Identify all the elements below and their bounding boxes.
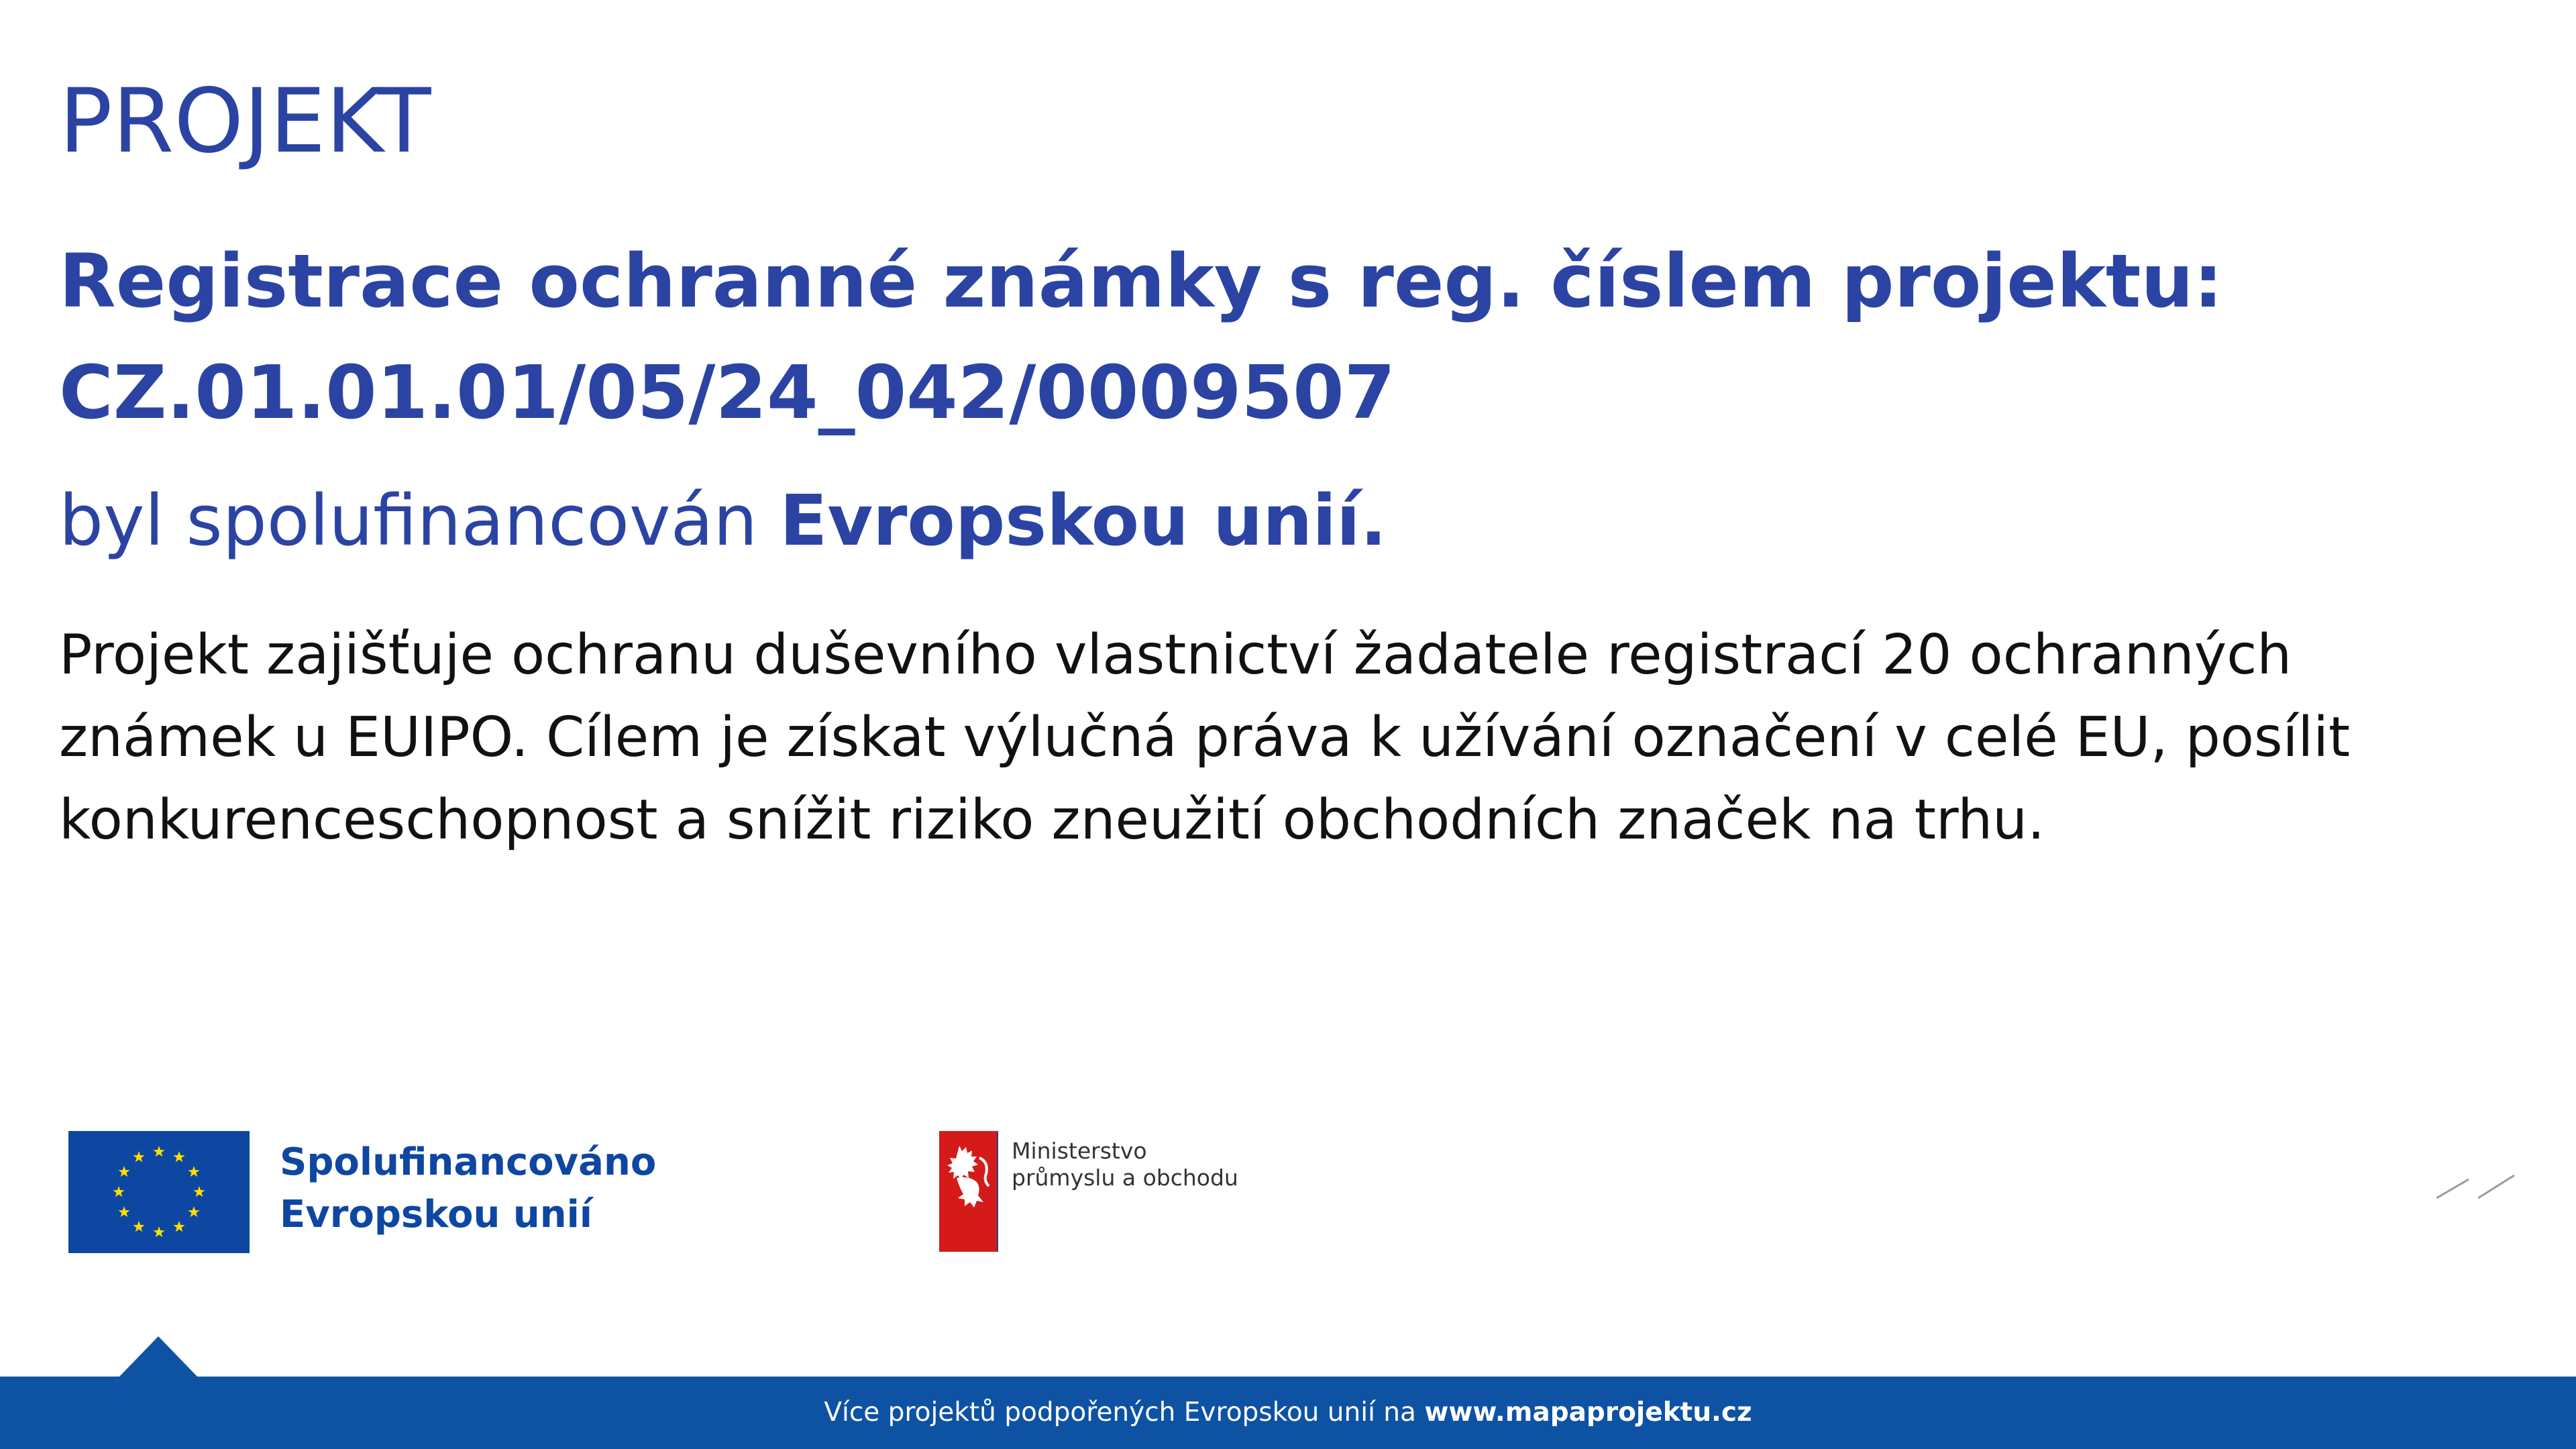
project-description <box>59 614 2514 861</box>
footer-website-link[interactable]: www.mapaprojektu.cz <box>1424 1397 1752 1428</box>
eu-logo-line: Evropskou unií <box>280 1193 592 1236</box>
page-heading: PROJEKT <box>59 70 431 173</box>
eu-star-icon <box>133 1151 144 1162</box>
decorative-slashes-icon <box>2435 1173 2522 1199</box>
footer-notch <box>119 1336 197 1377</box>
description-line: Projekt zajišťuje ochranu duševního vlastnictví žadatele registrací 20 ochranných <box>59 623 2292 687</box>
funding-emphasis: Evropskou unií. <box>780 480 1387 561</box>
description-line: známek u EUIPO. Cílem je získat výlučná práva k užívání označení v celé EU, posílit <box>59 706 2351 769</box>
eu-logo-line: Spolufinancováno <box>280 1140 657 1184</box>
eu-logo-text <box>280 1136 656 1241</box>
ministry-logo <box>939 1131 1288 1253</box>
project-title-line: Registrace ochranné známky s reg. číslem projektu: <box>59 238 2223 324</box>
eu-star-icon <box>173 1221 184 1232</box>
eu-star-icon <box>188 1166 199 1177</box>
eu-star-icon <box>118 1166 129 1177</box>
eu-star-icon <box>188 1206 199 1217</box>
eu-star-icon <box>173 1151 184 1162</box>
eu-stars-icon <box>68 1131 250 1253</box>
eu-star-icon <box>113 1186 124 1197</box>
eu-star-icon <box>133 1221 144 1232</box>
footer-bar <box>0 1377 2576 1449</box>
eu-star-icon <box>153 1146 164 1157</box>
footer-text: Více projektů podpořených Evropskou unií na <box>824 1397 1416 1428</box>
project-registration-number: CZ.01.01.01/05/24_042/0009507 <box>59 350 1396 435</box>
funding-prefix: byl spolufinancován <box>59 480 758 561</box>
ministry-logo-text <box>1012 1138 1238 1191</box>
eu-cofunding-logo <box>68 1131 659 1253</box>
eu-flag-icon <box>68 1131 250 1253</box>
eu-star-icon <box>118 1206 129 1217</box>
project-title <box>59 225 2223 448</box>
funding-statement <box>59 479 1387 563</box>
czech-lion-emblem-icon <box>939 1131 998 1252</box>
description-line: konkurenceschopnost a snížit riziko zneužití obchodních značek na trhu. <box>59 788 2045 852</box>
ministry-logo-line: Ministerstvo <box>1012 1138 1147 1164</box>
eu-star-icon <box>193 1186 205 1197</box>
ministry-logo-line: průmyslu a obchodu <box>1012 1165 1238 1191</box>
eu-star-icon <box>153 1226 164 1237</box>
